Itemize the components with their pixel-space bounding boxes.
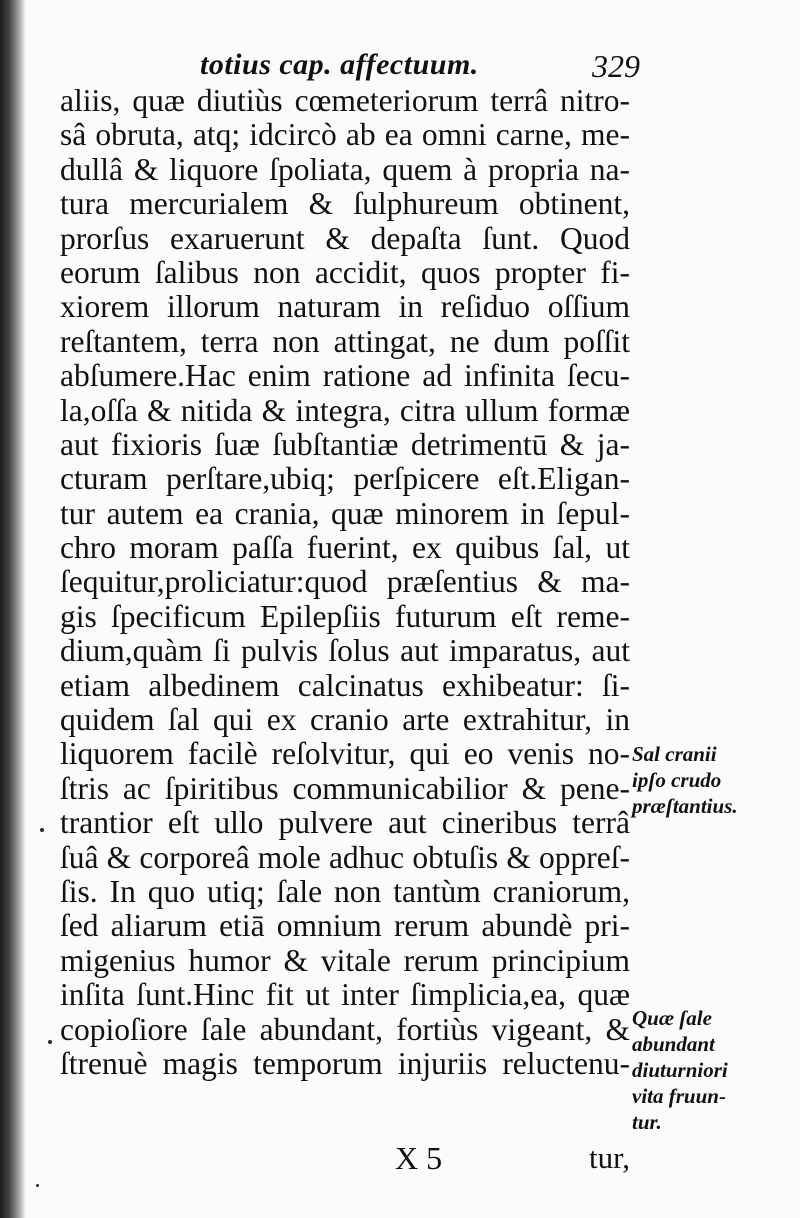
text-line: reſtantem, terra non attingat, ne dum poſſit (60, 323, 630, 359)
margin-note-line: abundant (632, 1032, 715, 1056)
page-number: 329 (592, 48, 640, 84)
page-footer (60, 1140, 630, 1180)
text-line: xiorem illorum naturam in reſiduo oſſium (60, 289, 630, 325)
text-line: ſequitur,proliciatur:quod præſentius & ma- (60, 564, 630, 600)
text-line: quidem ſal qui ex cranio arte extrahitur, in (60, 702, 630, 738)
text-line: tur autem ea crania, quæ minorem in ſepul- (60, 495, 630, 531)
text-line: la,oſſa & nitida & integra, citra ullum formæ (60, 392, 630, 428)
text-line: abſumere.Hac enim ratione ad infinita ſecu- (60, 358, 630, 394)
text-line: etiam albedinem calcinatus exhibeatur: ſi- (60, 667, 630, 703)
text-line: migenius humor & vitale rerum principium (60, 942, 630, 978)
margin-note-sal-cranii (632, 741, 792, 819)
margin-note-line: diuturniori (632, 1058, 728, 1082)
text-line: tura mercurialem & ſulphureum obtinent, (60, 186, 630, 222)
margin-note-line: præſtantius. (632, 794, 738, 818)
text-line: trantior eſt ullo pulvere aut cineribus terrâ (60, 805, 630, 841)
running-title: totius cap. affectuum. (200, 48, 479, 81)
ink-speck (40, 828, 44, 832)
text-line: liquorem facilè reſolvitur, qui eo venis no- (60, 736, 630, 772)
text-line: dium,quàm ſi pulvis ſolus aut imparatus, aut (60, 633, 630, 669)
text-line: cturam perſtare,ubiq; perſpicere eſt.Eligan- (60, 461, 630, 497)
text-line: gis ſpecificum Epilepſiis futurum eſt reme- (60, 598, 630, 634)
text-line: copioſiore ſale abundant, fortiùs vigeant, & (60, 1011, 630, 1047)
text-line: ſis. In quo utiq; ſale non tantùm craniorum, (60, 873, 630, 909)
catchword: tur, (589, 1140, 630, 1175)
text-line: ſed aliarum etiā omnium rerum abundè pri- (60, 908, 630, 944)
text-line: inſita ſunt.Hinc fit ut inter ſimplicia,ea, quæ (60, 977, 630, 1013)
margin-note-line: tur. (632, 1110, 662, 1134)
text-line: chro moram paſſa fuerint, ex quibus ſal, ut (60, 530, 630, 566)
text-line: dullâ & liquore ſpoliata, quem à propria na- (60, 151, 630, 187)
text-line: ſtris ac ſpiritibus communicabilior & pene- (60, 770, 630, 806)
text-line: ſuâ & corporeâ mole adhuc obtuſis & oppreſ- (60, 839, 630, 875)
margin-note-quae-sale (632, 1005, 792, 1135)
text-line: sâ obruta, atq; idcircò ab ea omni carne, me- (60, 117, 630, 153)
text-line: prorſus exaruerunt & depaſta ſunt. Quod (60, 220, 630, 256)
margin-note-line: Quæ ſale (632, 1006, 712, 1030)
signature-mark: X 5 (395, 1140, 443, 1176)
ink-speck (36, 1184, 39, 1187)
ink-speck (48, 1040, 52, 1044)
margin-note-line: ipſo crudo (632, 768, 722, 792)
margin-note-line: Sal cranii (632, 742, 717, 766)
text-line: ſtrenuè magis temporum injuriis reluctenu- (60, 1045, 630, 1081)
margin-note-line: vita fruun- (632, 1084, 726, 1108)
page-header (200, 44, 640, 88)
binding-shadow (0, 0, 26, 1218)
text-line: aliis, quæ diutiùs cœmeteriorum terrâ nitro- (60, 83, 630, 118)
main-text-block (60, 84, 630, 1081)
text-line: eorum ſalibus non accidit, quos propter fi- (60, 254, 630, 290)
text-line: aut fixioris ſuæ ſubſtantiæ detrimentū & ja- (60, 426, 630, 462)
